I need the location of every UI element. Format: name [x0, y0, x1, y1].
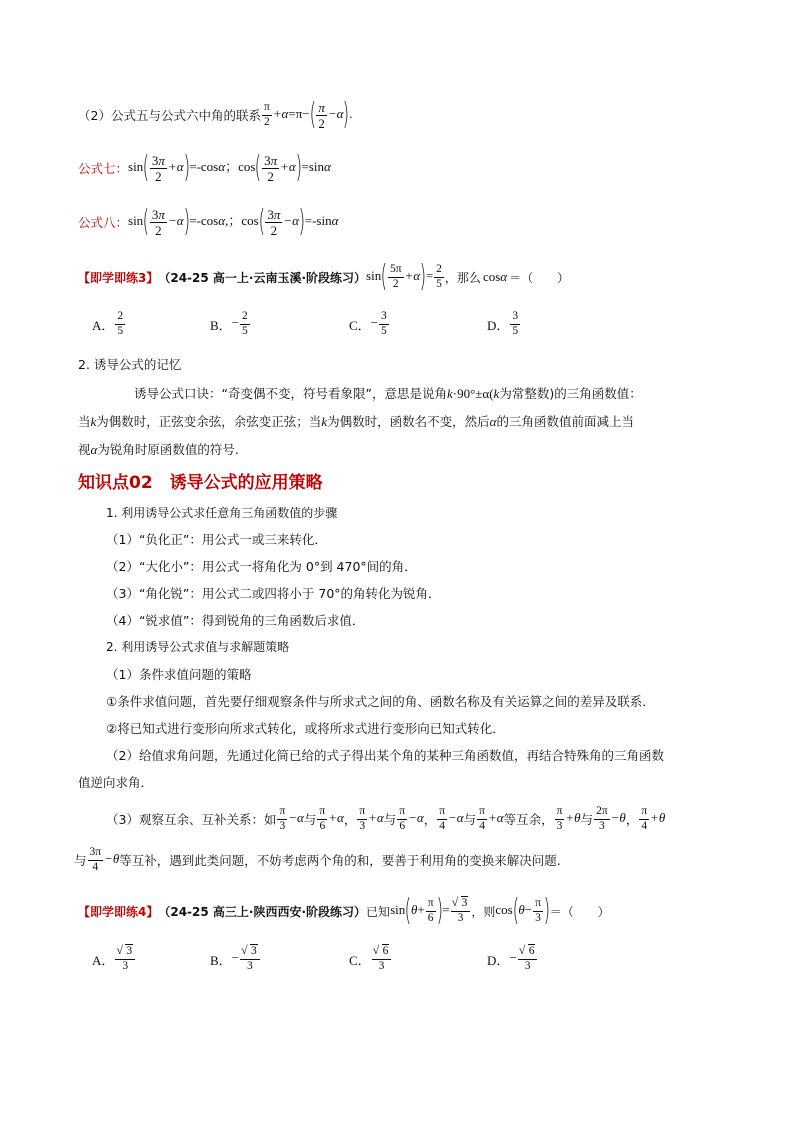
exercise-4-condition: sin(θ+ $\frac{\pi}{6}$ )= √ $\frac{3}{3}$ [390, 896, 471, 926]
c3-text: 与 [580, 812, 594, 827]
memory-title: 2. 诱导公式的记忆 [78, 357, 182, 372]
exercise-4-option-d[interactable]: D． − √ $\frac{6}{3}$ [487, 946, 538, 972]
c3-text: ， [343, 812, 357, 827]
exercise-3-option-a[interactable]: A． $\frac{2}{5}$ [92, 310, 124, 337]
strategy-c2b: 值逆向求角． [78, 775, 154, 790]
c3-text: 等互余， [503, 812, 554, 827]
exercise-3-option-d[interactable]: D． $\frac{3}{5}$ [487, 310, 519, 337]
relation-expression: $\frac{\pi}{2}$ +α=π−( $\frac{\pi}{2}$ −α). [263, 97, 353, 132]
step-1: （1）“负化正”：用公式一或三来转化． [106, 532, 327, 547]
memory-text: 当 [78, 414, 91, 429]
step-4: （4）“锐求值”：得到锐角的三角函数后求值． [106, 613, 365, 628]
step-3: （3）“角化锐”：用公式二或四将小于 70°的角转化为锐角． [106, 586, 441, 601]
exercise-4-tail: ＝（ ） [549, 904, 610, 919]
exercise-4-tag: 【即学即练4】 [78, 904, 159, 919]
formula-eight-expression: sin( $\frac{3\pi}{2}$ −α)=-cosα,；cos( $\frac{3\pi}{2}$ −α)=-sinα [128, 204, 339, 239]
exercise-3-tail: ＝（ ） [509, 270, 570, 285]
strategy-c2a: （2）给值求角问题，先通过化简已给的式子得出某个角的某种三角函数值，再结合特殊角的三角函数 [106, 748, 664, 763]
exercise-3 [78, 259, 570, 294]
strategy-c3-line-2: 与 $\frac{3\pi}{4}$ −θ 等互补，遇到此类问题，不妨考虑两个角的和，要善于利用角的变换来解决问题. [74, 846, 561, 873]
relation-label: （2）公式五与公式六中角的联系 [78, 108, 261, 123]
exercise-3-target: cosα [482, 269, 508, 284]
c3-text: （3）观察互余、互补关系：如 [106, 812, 277, 827]
c3-text: 与 [303, 812, 317, 827]
option-letter: D． [487, 952, 510, 968]
strategy-c1b: ②将已知式进行变形向所求式转化，或将所求式进行变形向已知式转化． [106, 721, 505, 736]
formula-seven [78, 150, 331, 185]
exercise-4-then: ，则 [471, 904, 496, 919]
option-letter: C． [349, 952, 371, 968]
strategy-c1: （1）条件求值问题的策略 [106, 667, 252, 682]
memory-text: 为偶数时，正弦变余弦，余弦变正弦；当 [96, 414, 322, 429]
exercise-4-known: 已知 [366, 904, 391, 919]
exercise-4-option-c[interactable]: C． √ $\frac{6}{3}$ [349, 946, 392, 972]
exercise-4-source: （24-25 高三上·陕西西安·阶段练习） [158, 904, 367, 919]
c3-text: 与 [463, 812, 477, 827]
c3-text: ， [625, 812, 639, 827]
option-letter: C． [349, 317, 371, 333]
memory-text: 为偶数时，函数名不变，然后 [327, 414, 490, 429]
memory-text: 诱导公式口诀：“奇变偶不变，符号看象限”，意思是说角 [134, 386, 447, 401]
formula-seven-expression: sin( $\frac{3\pi}{2}$ +α)=-cosα；cos( $\frac{3\pi}{2}$ +α)=sinα [128, 150, 331, 185]
memory-line-1: 诱导公式口诀：“奇变偶不变，符号看象限”，意思是说角k·90°±α(k为常整数)的三角函数值： [134, 386, 642, 401]
memory-line-3: 视α为锐角时原函数值的符号. [78, 442, 239, 457]
option-letter: B． [210, 317, 232, 333]
exercise-4-target: cos(θ− $\frac{\pi}{3}$ ) [495, 893, 551, 928]
option-letter: B． [210, 952, 232, 968]
exercise-3-source: （24-25 高一上·云南玉溪·阶段练习） [158, 270, 367, 285]
memory-text: 的三角函数值前面减上当 [496, 414, 634, 429]
exercise-3-tag: 【即学即练3】 [78, 270, 159, 285]
option-letter: A． [92, 317, 115, 333]
c3-text: ， [423, 812, 437, 827]
c3-text: 与 [383, 812, 397, 827]
strategy-c1a: ①条件求值问题，首先要仔细观察条件与所求式之间的角、函数名称及有关运算之间的差异及联系． [106, 694, 655, 709]
memory-line-2: 当k为偶数时，正弦变余弦，余弦变正弦；当k为偶数时，函数名不变，然后α的三角函数值前面减上当 [78, 414, 634, 429]
c3-text: 等互补，遇到此类问题，不妨考虑两个角的和，要善于利用角的变换来解决问题. [119, 853, 561, 868]
exercise-4-option-b[interactable]: B． − √ $\frac{3}{3}$ [210, 946, 261, 972]
formula-relation-line [78, 97, 353, 132]
exercise-4-option-a[interactable]: A． √ $\frac{3}{3}$ [92, 946, 136, 972]
exercise-3-option-b[interactable]: B． − $\frac{2}{5}$ [210, 310, 248, 337]
formula-seven-label: 公式七： [78, 161, 129, 176]
option-letter: D． [487, 317, 510, 333]
formula-eight-label: 公式八： [78, 215, 129, 230]
exercise-3-option-c[interactable]: C． − $\frac{3}{5}$ [349, 310, 387, 337]
exercise-3-condition: sin( $\frac{5\pi}{2}$ +α)= $\frac{2}{5}$ [366, 259, 442, 294]
memory-text: 为常整数)的三角函数值： [499, 386, 642, 401]
c3-text: 与 [74, 853, 87, 868]
memory-text: 视 [78, 442, 91, 457]
strategy-c3-line-1: （3）观察互余、互补关系：如 $\frac{\pi}{3}$ −α 与 $\frac{\pi}{6}$ +α ， $\frac{\pi}{3}$ +α 与 $\frac{\pi}{6}$ −α ， $\frac{\pi}{4}$ −α 与 $\frac{\pi}{4}$ +α 等互余， $\frac{\pi}{3}$ +θ 与 $\frac{2\pi}{3}$ −θ ， $\frac{\pi}{4}$ +θ [106, 805, 666, 832]
step-2: （2）“大化小”：用公式一将角化为 0°到 470°间的角． [106, 559, 417, 574]
exercise-4 [78, 893, 610, 928]
memory-text: 为锐角时原函数值的符号. [97, 442, 239, 457]
strategy-title: 2. 利用诱导公式求值与求解题策略 [106, 640, 290, 654]
option-letter: A． [92, 952, 115, 968]
exercise-3-then: ，那么 [444, 270, 481, 285]
formula-eight [78, 204, 339, 239]
section-heading: 知识点02 诱导公式的应用策略 [78, 473, 323, 493]
steps-title: 1. 利用诱导公式求任意角三角函数值的步骤 [106, 506, 338, 520]
